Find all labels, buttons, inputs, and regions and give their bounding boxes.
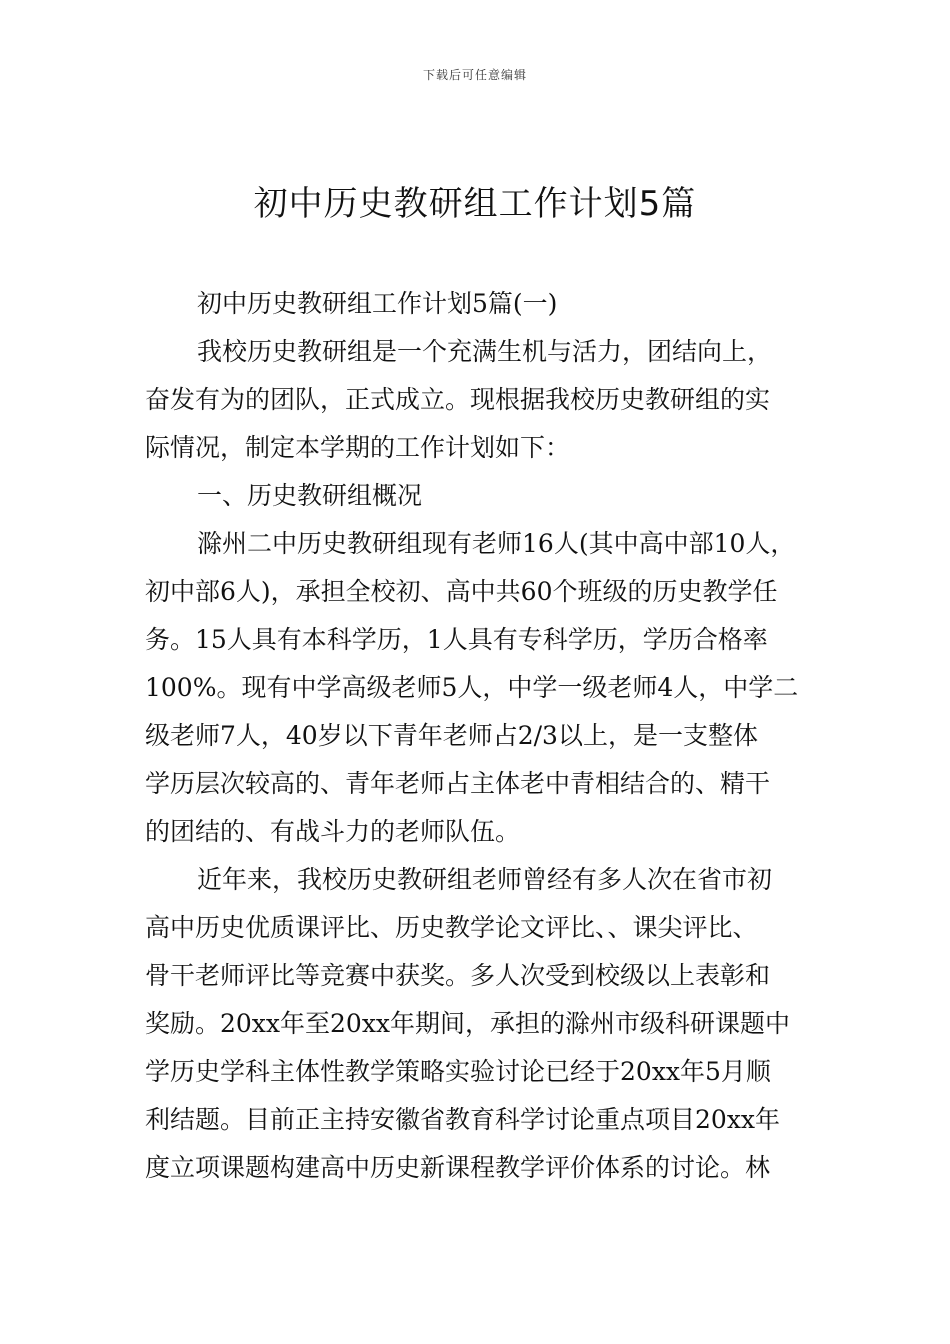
body-line: 奖励。20xx年至20xx年期间，承担的滁州市级科研课题中 xyxy=(145,1009,791,1038)
body-line: 高中历史优质课评比、历史教学论文评比、、课尖评比、 xyxy=(145,913,758,942)
body-line: 骨干老师评比等竞赛中获奖。多人次受到校级以上表彰和 xyxy=(145,961,771,990)
body-line: 奋发有为的团队，正式成立。现根据我校历史教研组的实 xyxy=(145,385,771,414)
document-body xyxy=(145,280,815,1192)
body-line: 100%。现有中学高级老师5人，中学一级老师4人，中学二 xyxy=(145,673,799,702)
body-line: 级老师7人，40岁以下青年老师占2/3以上，是一支整体 xyxy=(145,721,758,750)
body-line: 近年来，我校历史教研组老师曾经有多人次在省市初 xyxy=(197,865,773,894)
body-line: 一、历史教研组概况 xyxy=(197,481,423,510)
body-line: 学历史学科主体性教学策略实验讨论已经于20xx年5月顺 xyxy=(145,1057,771,1086)
body-line: 学历层次较高的、青年老师占主体老中青相结合的、精干 xyxy=(145,769,771,798)
body-line: 初中历史教研组工作计划5篇(一) xyxy=(197,289,558,318)
body-line: 利结题。目前正主持安徽省教育科学讨论重点项目20xx年 xyxy=(145,1105,781,1134)
header-note: 下载后可任意编辑 xyxy=(422,68,527,82)
body-line: 度立项课题构建高中历史新课程教学评价体系的讨论。林 xyxy=(145,1153,771,1182)
body-line: 的团结的、有战斗力的老师队伍。 xyxy=(145,817,521,846)
body-line: 务。15人具有本科学历，1人具有专科学历，学历合格率 xyxy=(145,625,768,654)
body-line: 我校历史教研组是一个充满生机与活力，团结向上， xyxy=(197,337,773,366)
body-line: 际情况，制定本学期的工作计划如下： xyxy=(145,433,571,462)
body-line: 滁州二中历史教研组现有老师16人(其中高中部10人， xyxy=(197,529,796,558)
document-title: 初中历史教研组工作计划5篇 xyxy=(253,184,697,224)
body-line: 初中部6人)，承担全校初、高中共60个班级的历史教学任 xyxy=(145,577,778,606)
